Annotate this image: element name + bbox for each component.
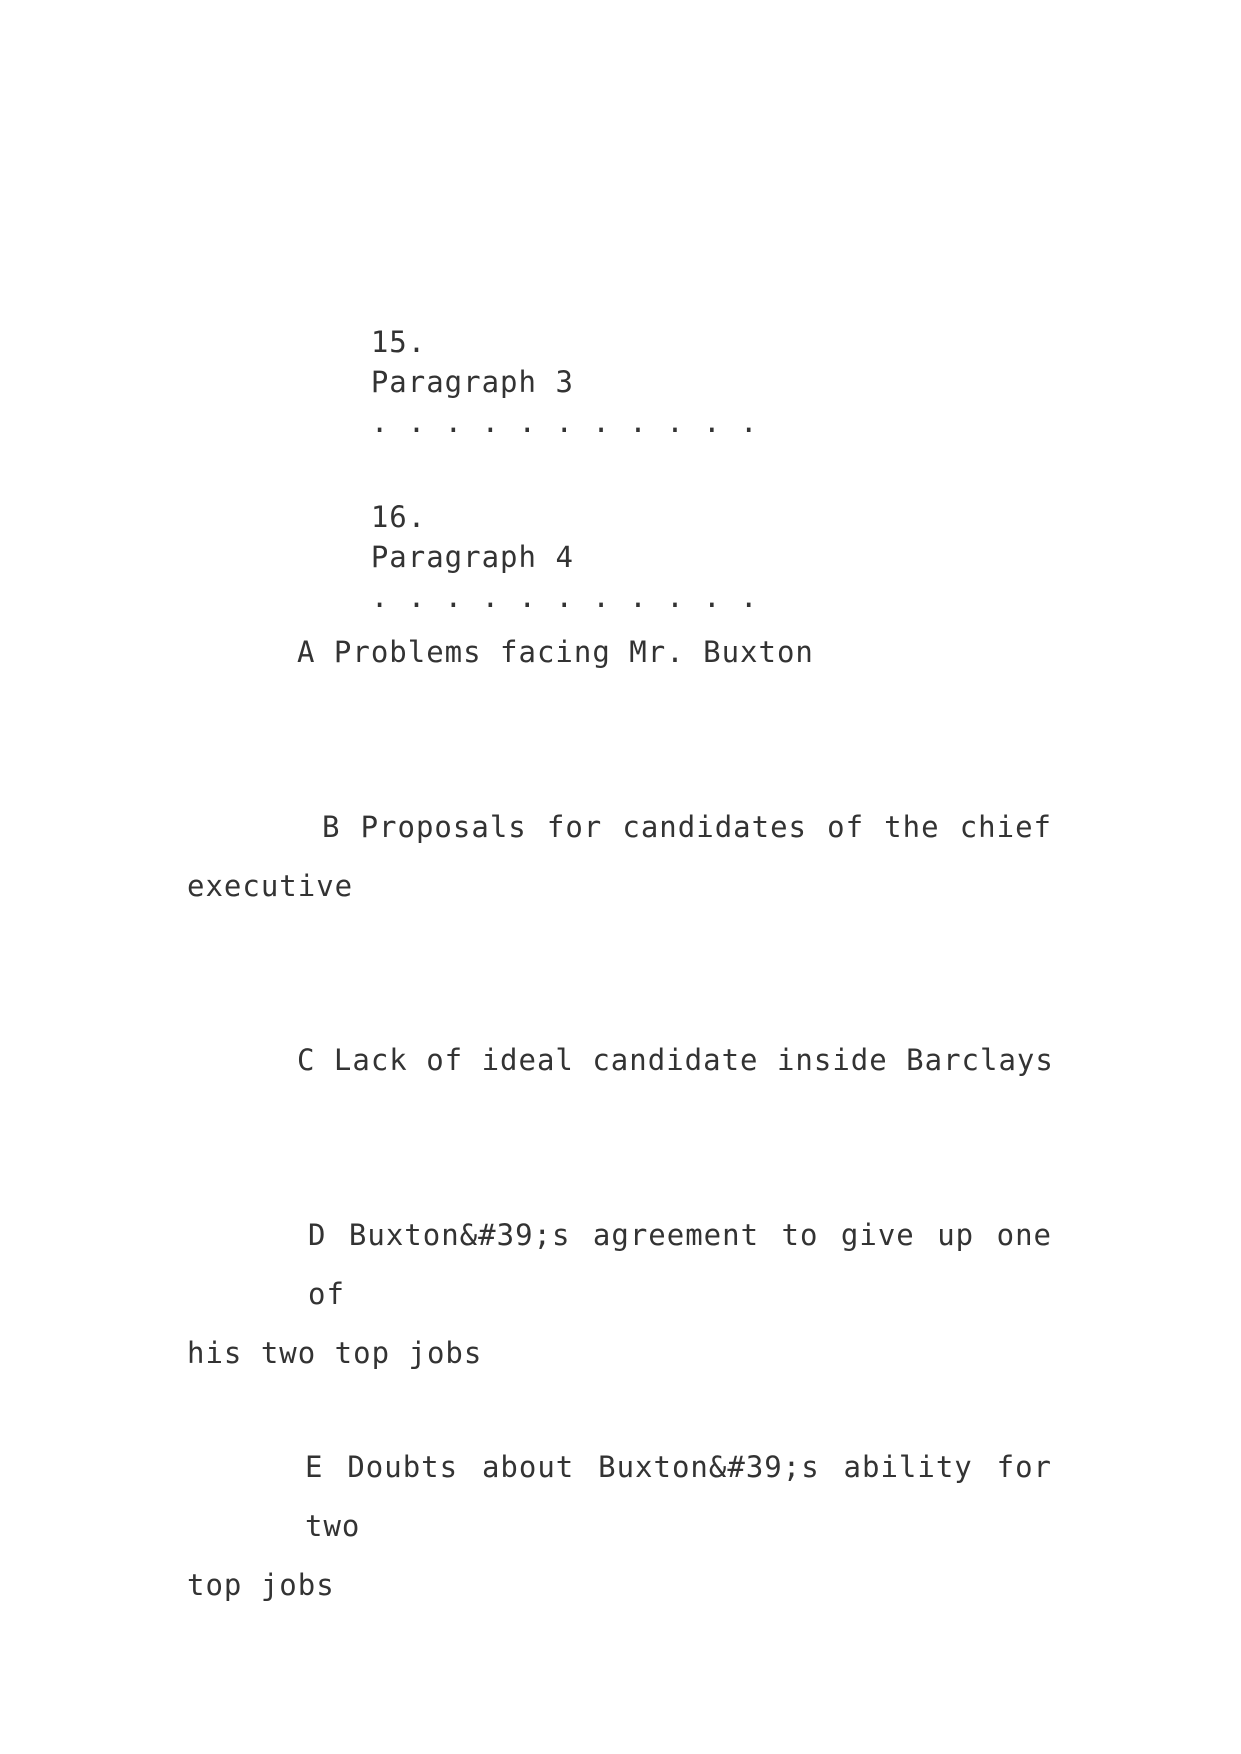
option-d — [187, 1206, 1052, 1383]
question-15 — [297, 282, 759, 482]
question-label: Paragraph 3 — [370, 365, 574, 399]
question-number: 16. — [370, 500, 427, 534]
option-b-line-2: executive — [187, 869, 354, 903]
question-16 — [297, 457, 759, 657]
question-label: Paragraph 4 — [370, 540, 574, 574]
option-c: C Lack of ideal candidate inside Barclays — [297, 1043, 1054, 1077]
option-e-line-2: top jobs — [187, 1568, 335, 1602]
option-b — [187, 798, 1052, 916]
question-number: 15. — [370, 325, 427, 359]
option-b-line-1: B Proposals for candidates of the chief — [322, 810, 1052, 844]
option-e — [187, 1438, 1052, 1615]
option-d-line-2: his two top jobs — [187, 1336, 483, 1370]
option-a: A Problems facing Mr. Buxton — [297, 635, 814, 669]
option-e-line-1: E Doubts about Buxton&#39;s ability for two — [305, 1450, 1052, 1543]
answer-blank: . . . . . . . . . . . — [370, 405, 759, 439]
option-d-line-1: D Buxton&#39;s agreement to give up one of — [308, 1218, 1052, 1311]
answer-blank: . . . . . . . . . . . — [370, 580, 759, 614]
